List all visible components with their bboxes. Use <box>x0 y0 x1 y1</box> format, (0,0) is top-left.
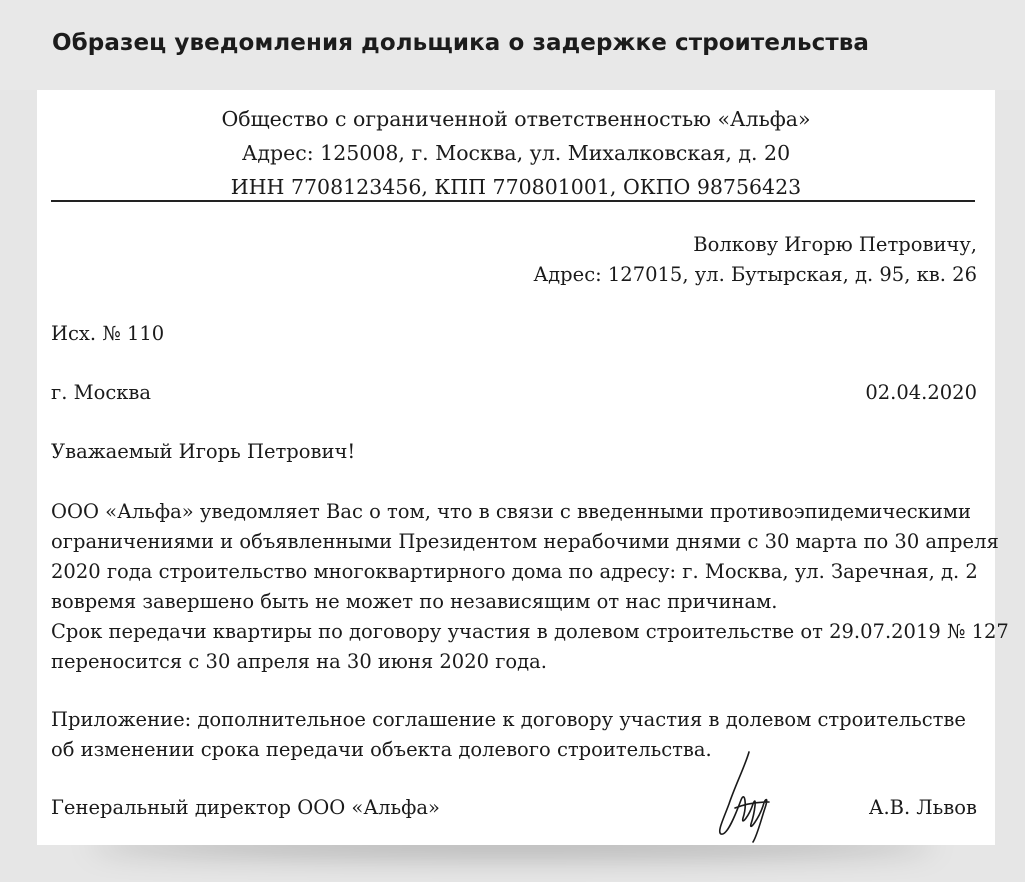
outgoing-number: Исх. № 110 <box>51 322 165 345</box>
recipient-name: Волкову Игорю Петровичу, <box>693 233 977 256</box>
body-line: Срок передачи квартиры по договору участия в долевом строительстве от 29.07.2019 № 127 <box>51 620 1009 643</box>
body-line: ограничениями и объявленными Президентом нерабочими днями с 30 марта по 30 апреля <box>51 530 999 553</box>
org-header <box>37 102 995 204</box>
body-line: переносится с 30 апреля на 30 июня 2020 года. <box>51 650 548 673</box>
body-line: ООО «Альфа» уведомляет Вас о том, что в связи с введенными противоэпидемическими <box>51 500 972 523</box>
signer-position: Генеральный директор ООО «Альфа» <box>51 796 440 819</box>
page-title: Образец уведомления дольщика о задержке строительства <box>52 30 870 56</box>
org-name: Общество с ограниченной ответственностью «Альфа» <box>221 107 811 131</box>
recipient-address: Адрес: 127015, ул. Бутырская, д. 95, кв. 26 <box>533 263 977 286</box>
greeting: Уважаемый Игорь Петрович! <box>51 440 356 463</box>
letter-date: 02.04.2020 <box>865 381 977 404</box>
header-divider <box>51 200 975 202</box>
signer-name: А.В. Львов <box>868 796 977 819</box>
letter-body <box>51 497 1009 677</box>
letter-sheet <box>37 90 1009 845</box>
body-line: 2020 года строительство многоквартирного дома по адресу: г. Москва, ул. Заречная, д. 2 <box>51 560 978 583</box>
org-address: Адрес: 125008, г. Москва, ул. Михалковская, д. 20 <box>241 141 791 165</box>
attachment-note <box>51 705 975 765</box>
attachment-line: об изменении срока передачи объекта долевого строительства. <box>51 738 712 761</box>
org-requisites: ИНН 7708123456, КПП 770801001, ОКПО 98756423 <box>230 175 802 199</box>
attachment-line: Приложение: дополнительное соглашение к договору участия в долевом строительстве <box>51 708 966 731</box>
handwritten-signature-icon <box>705 746 785 846</box>
body-line: вовремя завершено быть не может по независящим от нас причинам. <box>51 590 778 613</box>
city: г. Москва <box>51 381 152 404</box>
